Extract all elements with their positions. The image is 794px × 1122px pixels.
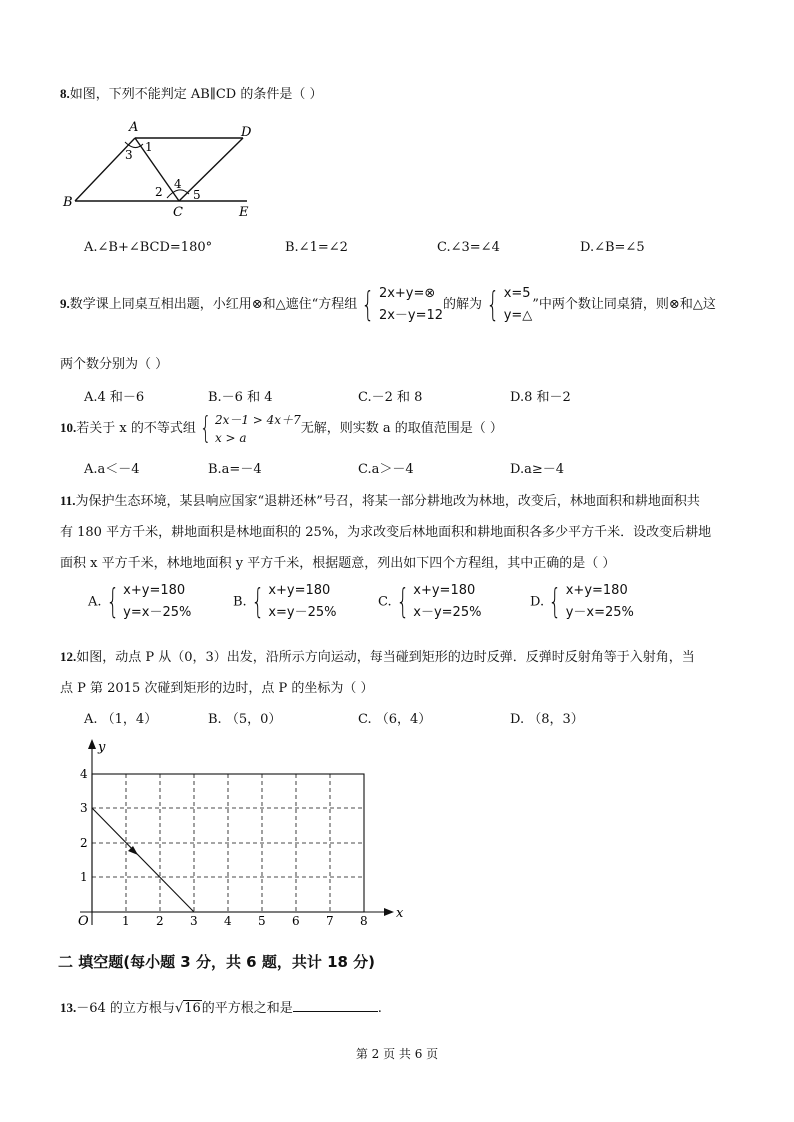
question-text: 如图，动点 P 从（0，3）出发，沿所示方向运动，每当碰到矩形的边时反弹．反弹时反射角等于入射角，当 bbox=[76, 650, 695, 665]
x-tick-label: 7 bbox=[326, 914, 334, 928]
q8-figure bbox=[55, 118, 265, 223]
q9-option-b: B.－6 和 4 bbox=[208, 390, 273, 405]
equation-system bbox=[123, 580, 191, 624]
question-text: 数学课上同桌互相出题，小红用⊗和△遮住“方程组 bbox=[69, 297, 358, 312]
option-letter: A. bbox=[88, 594, 102, 610]
q13-stem bbox=[60, 997, 382, 1016]
answer-blank[interactable] bbox=[293, 999, 378, 1012]
solution-system bbox=[504, 283, 533, 327]
q10-stem bbox=[60, 408, 503, 449]
equation-2: x－y=25% bbox=[413, 605, 482, 620]
sqrt-radicand: 16 bbox=[184, 1001, 201, 1016]
equation-1: x+y=180 bbox=[268, 583, 331, 598]
equation-system bbox=[566, 580, 634, 624]
q12-option-a: A. （1，4） bbox=[84, 712, 158, 727]
brace: { bbox=[486, 284, 500, 325]
q12-option-b: B. （5，0） bbox=[208, 712, 282, 727]
q10-option-c: C.a＞－4 bbox=[358, 462, 414, 477]
inequality-1: 2x－1 > 4x＋7 bbox=[214, 412, 301, 427]
q12-coordinate-grid bbox=[60, 735, 405, 930]
question-end: . bbox=[377, 1001, 382, 1016]
q11-option-d bbox=[530, 580, 634, 625]
inequality-system bbox=[215, 411, 301, 447]
x-tick-label: 2 bbox=[156, 914, 164, 928]
y-tick-label: 1 bbox=[80, 870, 88, 884]
brace: { bbox=[105, 582, 119, 622]
solution-2: y=△ bbox=[503, 307, 533, 323]
angle-5-label: 5 bbox=[193, 188, 201, 202]
x-tick-label: 6 bbox=[292, 914, 300, 928]
question-number: 13. bbox=[60, 1000, 77, 1015]
y-tick-label: 2 bbox=[80, 836, 88, 850]
q8-stem bbox=[60, 83, 322, 102]
sqrt-symbol: √ bbox=[174, 1001, 184, 1016]
x-axis-arrow-icon bbox=[384, 908, 394, 916]
q9-option-a: A.4 和－6 bbox=[84, 390, 145, 405]
inequality-2: x > a bbox=[214, 430, 247, 445]
origin-label: O bbox=[78, 914, 89, 929]
question-text: 的解为 bbox=[443, 297, 483, 312]
q11-line-1 bbox=[60, 490, 700, 509]
direction-arrow-icon bbox=[128, 846, 138, 855]
q8-option-d: D.∠B=∠5 bbox=[580, 240, 645, 255]
angle-3-label: 3 bbox=[125, 148, 133, 162]
y-tick-label: 4 bbox=[80, 767, 88, 781]
path-line bbox=[92, 808, 194, 912]
equation-1: x+y=180 bbox=[123, 583, 186, 598]
question-number: 8. bbox=[60, 86, 70, 101]
option-letter: C. bbox=[378, 594, 392, 610]
equation-1: 2x+y=⊗ bbox=[378, 285, 436, 301]
brace: { bbox=[251, 582, 264, 622]
q10-option-d: D.a≥－4 bbox=[510, 462, 565, 477]
q9-option-d: D.8 和－2 bbox=[510, 390, 571, 405]
equation-2: y－x=25% bbox=[565, 605, 634, 620]
q11-line-3: 面积 x 平方千米，林地地面积 y 平方千米，根据题意，列出如下四个方程组，其中正确的是（ ） bbox=[60, 556, 616, 571]
q10-option-b: B.a=－4 bbox=[208, 462, 262, 477]
q10-option-a: A.a＜－4 bbox=[84, 462, 140, 477]
q9-option-c: C.－2 和 8 bbox=[358, 390, 423, 405]
question-number: 10. bbox=[60, 420, 77, 435]
question-text: 为保护生态环境，某县响应国家“退耕还林”号召，将某一部分耕地改为林地，改变后，林地面积和耕地面积共 bbox=[75, 494, 700, 509]
label-E: E bbox=[239, 205, 249, 220]
equation-system bbox=[413, 580, 481, 624]
brace: { bbox=[361, 284, 375, 325]
q12-line-2: 点 P 第 2015 次碰到矩形的边时，点 P 的坐标为（ ） bbox=[60, 681, 374, 696]
angle-4-label: 4 bbox=[174, 177, 182, 191]
q11-option-c bbox=[378, 580, 481, 625]
solution-1: x=5 bbox=[503, 285, 531, 301]
x-tick-label: 3 bbox=[190, 914, 198, 928]
question-text: ”中两个数让同桌猜，则⊗和△这 bbox=[532, 297, 716, 312]
equation-system bbox=[268, 580, 336, 624]
label-B: B bbox=[63, 195, 73, 210]
option-letter: B. bbox=[233, 594, 247, 610]
question-number: 11. bbox=[60, 493, 76, 508]
question-number: 9. bbox=[60, 296, 70, 311]
q11-option-b bbox=[233, 580, 337, 625]
q11-line-2: 有 180 平方千米，耕地面积是林地面积的 25%，为求改变后林地面积和耕地面积各多少平方千米．设改变后耕地 bbox=[60, 525, 712, 540]
x-tick-label: 4 bbox=[224, 914, 232, 928]
question-text: 的平方根之和是 bbox=[201, 1001, 293, 1016]
brace: { bbox=[548, 582, 562, 622]
q12-option-c: C. （6，4） bbox=[358, 712, 432, 727]
page-footer: 第 2 页 共 6 页 bbox=[355, 1047, 439, 1061]
angle-1-label: 1 bbox=[145, 140, 153, 154]
q11-option-a bbox=[88, 580, 191, 625]
equation-2: y=x－25% bbox=[123, 605, 192, 620]
angle-2-label: 2 bbox=[155, 185, 163, 199]
q12-line-1 bbox=[60, 646, 695, 665]
label-C: C bbox=[173, 205, 183, 220]
question-text: 无解，则实数 a 的取值范围是（ ） bbox=[300, 421, 503, 436]
x-tick-label: 5 bbox=[258, 914, 266, 928]
label-A: A bbox=[129, 120, 139, 135]
brace: { bbox=[395, 582, 409, 622]
y-axis-arrow-icon bbox=[88, 739, 96, 749]
section-heading: 二 填空题(每小题 3 分，共 6 题，共计 18 分) bbox=[58, 953, 376, 971]
question-number: 12. bbox=[60, 649, 77, 664]
y-tick-label: 3 bbox=[80, 801, 88, 815]
x-tick-label: 8 bbox=[360, 914, 368, 928]
q12-option-d: D. （8，3） bbox=[510, 712, 584, 727]
equation-system bbox=[379, 283, 443, 327]
q8-option-c: C.∠3=∠4 bbox=[437, 240, 500, 255]
equation-2: 2x－y=12 bbox=[378, 307, 444, 323]
question-text: 如图，下列不能判定 AB∥CD 的条件是（ ） bbox=[69, 87, 323, 102]
brace: { bbox=[199, 410, 212, 446]
q8-option-a: A.∠B+∠BCD=180° bbox=[84, 240, 213, 255]
q9-stem bbox=[60, 282, 716, 327]
equation-2: x=y－25% bbox=[268, 605, 337, 620]
equation-1: x+y=180 bbox=[565, 583, 628, 598]
label-D: D bbox=[241, 125, 252, 140]
equation-1: x+y=180 bbox=[413, 583, 476, 598]
option-letter: D. bbox=[530, 594, 545, 610]
question-text: －64 的立方根与 bbox=[76, 1001, 175, 1016]
x-axis-label: x bbox=[396, 906, 404, 921]
q9-stem-cont: 两个数分别为（ ） bbox=[60, 357, 169, 372]
y-axis-label: y bbox=[98, 740, 106, 755]
question-text: 若关于 x 的不等式组 bbox=[76, 421, 196, 436]
q8-option-b: B.∠1=∠2 bbox=[285, 240, 348, 255]
x-tick-label: 1 bbox=[122, 914, 130, 928]
